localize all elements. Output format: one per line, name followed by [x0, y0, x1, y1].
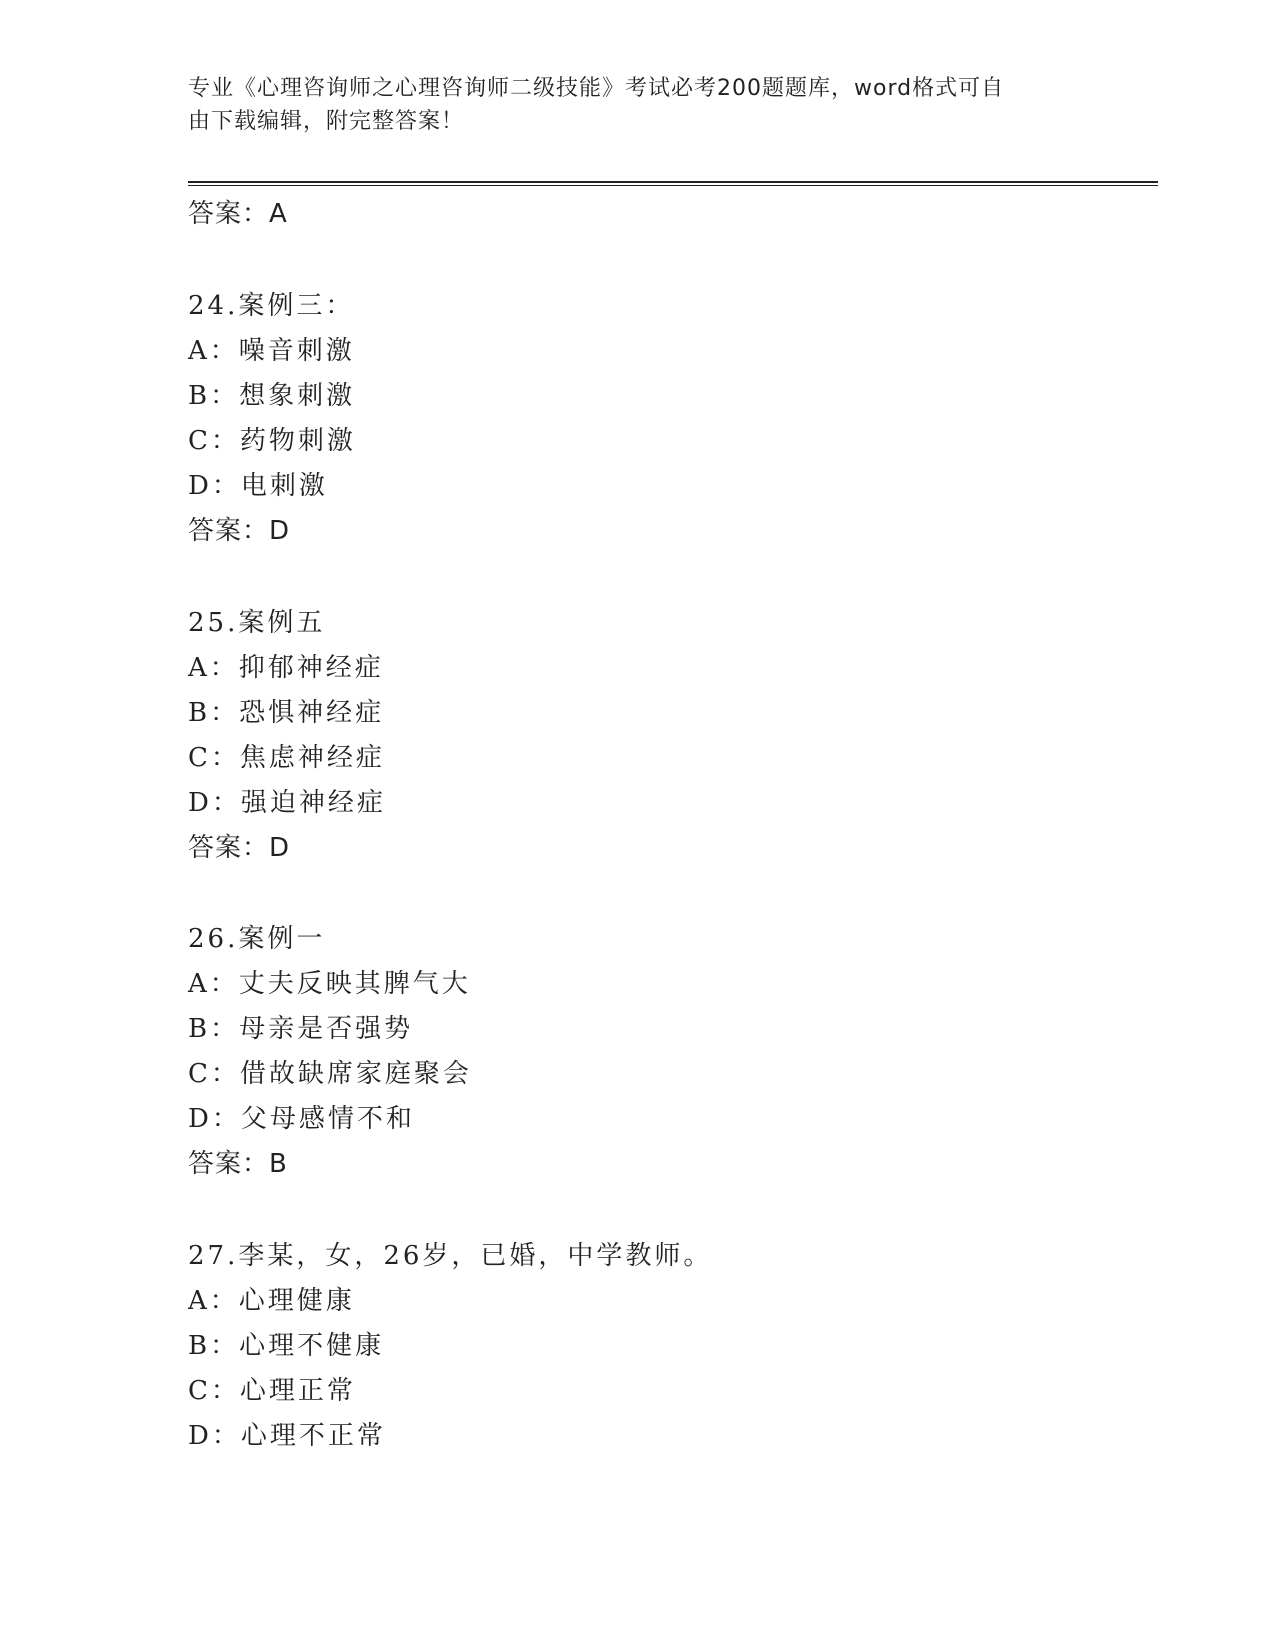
option-b: B：想象刺激 [188, 381, 356, 411]
option-d: D：强迫神经症 [188, 788, 386, 818]
question-stem: 24.案例三： [188, 291, 355, 321]
option-b: B：母亲是否强势 [188, 1014, 414, 1044]
question-stem: 26.案例一 [188, 924, 326, 954]
question-stem: 27.李某，女，26岁，已婚，中学教师。 [188, 1241, 713, 1271]
option-b: B：心理不健康 [188, 1331, 385, 1361]
option-c: C：心理正常 [188, 1376, 356, 1406]
answer-line: 答案：D [188, 516, 291, 546]
document-header [188, 72, 1068, 138]
option-d: D：心理不正常 [188, 1421, 386, 1451]
answer-line: 答案：B [188, 1149, 288, 1179]
option-a: A：抑郁神经症 [188, 653, 384, 683]
header-line-2: 由下载编辑，附完整答案！ [188, 109, 465, 134]
option-d: D：电刺激 [188, 471, 328, 501]
option-a: A：心理健康 [188, 1286, 355, 1316]
option-b: B：恐惧神经症 [188, 698, 385, 728]
question-stem: 25.案例五 [188, 608, 326, 638]
option-a: A：噪音刺激 [188, 336, 355, 366]
option-c: C：药物刺激 [188, 426, 356, 456]
option-c: C：焦虑神经症 [188, 743, 385, 773]
option-c: C：借故缺席家庭聚会 [188, 1059, 472, 1089]
option-d: D：父母感情不和 [188, 1104, 415, 1134]
header-line-1: 专业《心理咨询师之心理咨询师二级技能》考试必考200题题库，word格式可自 [188, 76, 1005, 101]
header-rule-thick [188, 181, 1158, 183]
answer-line: 答案：D [188, 833, 291, 863]
header-rule-thin [188, 185, 1158, 186]
option-a: A：丈夫反映其脾气大 [188, 969, 471, 999]
answer-line: 答案：A [188, 199, 288, 229]
